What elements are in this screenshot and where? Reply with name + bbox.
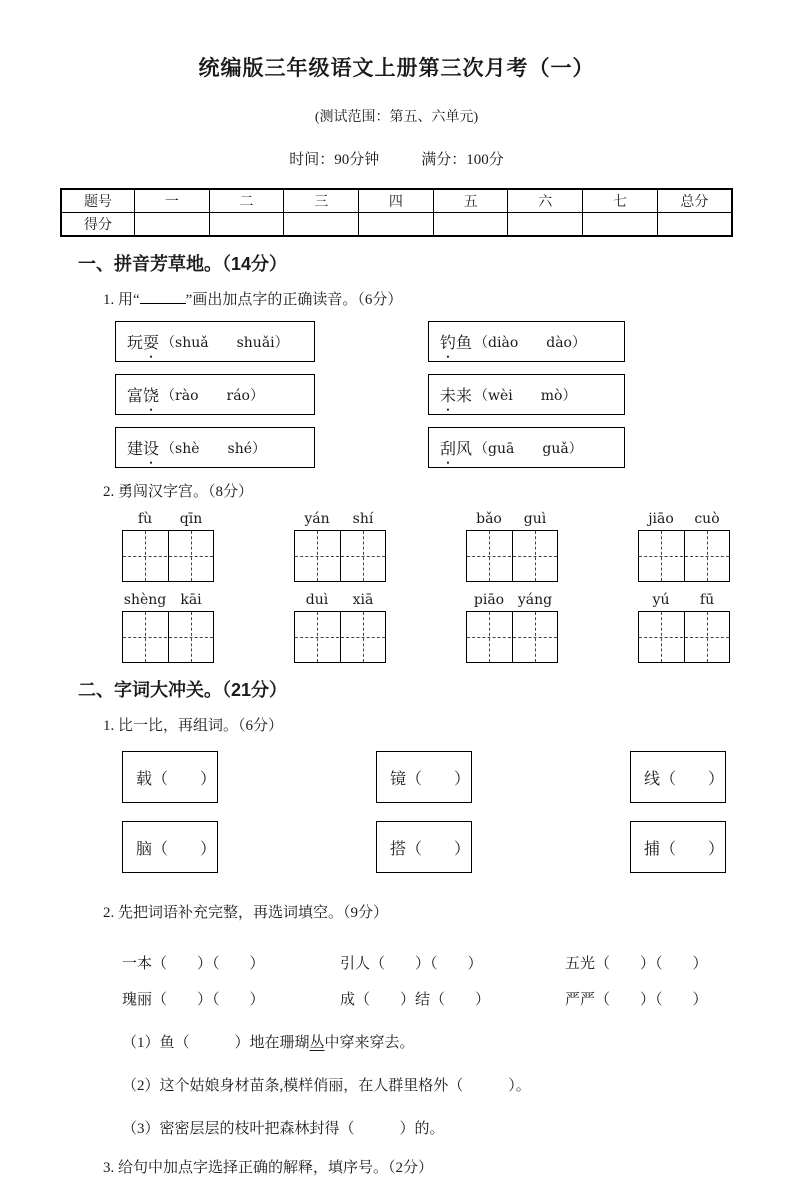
question-number-label: 题号 <box>61 189 135 213</box>
pinyin-options: （diào dào） <box>474 334 586 351</box>
score-table-header-row <box>61 189 732 213</box>
tianzige-box <box>466 530 558 582</box>
word <box>440 436 472 459</box>
word-pre: 建 <box>127 441 144 458</box>
pinyin-choice-box-diaoyu <box>428 321 625 362</box>
tianzige-box <box>638 530 730 582</box>
section-two-heading: 二、字词大冲关。（21分） <box>78 680 288 700</box>
phrase-blank: 严严（ ）（ ） <box>565 992 708 1008</box>
dotted-char: 刮 <box>440 441 457 458</box>
word-post: 风 <box>456 441 473 458</box>
pinyin-syllable: jiāo <box>648 511 674 527</box>
score-cell <box>657 213 732 237</box>
score-label-cell: 得分 <box>61 213 135 237</box>
character-writing-grid <box>122 511 214 582</box>
writing-grid-row-2 <box>122 592 793 663</box>
underlined-char: 丛 <box>309 1035 325 1051</box>
word-form-box: 镜（ ） <box>376 751 472 803</box>
tianzige-box <box>122 530 214 582</box>
pinyin-choice-box-wanshua <box>115 321 315 362</box>
col-header: 四 <box>359 189 434 213</box>
pinyin-syllable: qīn <box>179 511 203 527</box>
time-score-line <box>0 148 793 169</box>
tianzige-box <box>638 611 730 663</box>
pinyin-choice-box-jianshe <box>115 427 315 468</box>
score-cell <box>508 213 583 237</box>
fullscore-label: 满分：100分 <box>421 152 504 168</box>
phrase-blank: 五光（ ）（ ） <box>565 956 708 972</box>
pinyin-syllable: piāo <box>473 592 505 608</box>
pinyin-syllable: yáng <box>517 592 553 608</box>
score-cell <box>135 213 210 237</box>
pinyin-syllable: shí <box>352 511 374 527</box>
character-writing-grid <box>294 592 386 663</box>
sentence-text: 中穿来穿去。 <box>324 1035 415 1051</box>
col-header: 二 <box>209 189 284 213</box>
word-form-box: 载（ ） <box>122 751 218 803</box>
col-header: 总分 <box>657 189 732 213</box>
pinyin-labels <box>294 592 386 611</box>
score-cell <box>359 213 434 237</box>
character-writing-grid <box>294 511 386 582</box>
question-2-2-text: 2. 先把词语补充完整，再选词填空。（9分） <box>103 905 389 921</box>
pinyin-labels <box>122 511 214 530</box>
score-cell <box>284 213 359 237</box>
word-form-box: 捕（ ） <box>630 821 726 873</box>
pinyin-syllable: cuò <box>694 511 720 527</box>
score-table-score-row <box>61 213 732 237</box>
pinyin-labels <box>294 511 386 530</box>
score-cell <box>583 213 658 237</box>
character-writing-grid <box>638 592 730 663</box>
fill-in-sentence-2: （2）这个姑娘身材苗条,模样俏丽，在人群里格外（ ）。 <box>122 1078 531 1094</box>
pinyin-labels <box>638 592 730 611</box>
pinyin-options: （wèi mò） <box>474 387 577 404</box>
page-title: 统编版三年级语文上册第三次月考（一） <box>198 57 595 80</box>
pinyin-syllable: guì <box>523 511 547 527</box>
pinyin-syllable: fù <box>137 511 153 527</box>
pinyin-options: （guā guǎ） <box>474 440 583 457</box>
pinyin-labels <box>466 592 558 611</box>
score-table <box>60 188 733 237</box>
dotted-char: 耍 <box>143 335 160 352</box>
pinyin-syllable: fū <box>699 592 715 608</box>
pinyin-syllable: bǎo <box>476 511 502 527</box>
scope-note: (测试范围：第五、六单元) <box>314 110 479 125</box>
word <box>127 330 159 353</box>
word-form-box: 线（ ） <box>630 751 726 803</box>
character-writing-grid <box>638 511 730 582</box>
pinyin-options: （shè shé） <box>161 440 267 457</box>
pinyin-syllable: kāi <box>180 592 202 608</box>
question-2-3-text: 3. 给句中加点字选择正确的解释，填序号。（2分） <box>103 1160 434 1176</box>
tianzige-box <box>294 611 386 663</box>
score-cell <box>433 213 508 237</box>
word-pre: 富 <box>127 388 144 405</box>
tianzige-box <box>294 530 386 582</box>
pinyin-syllable: shèng <box>123 592 167 608</box>
sentence-text: （1）鱼（ ）地在珊瑚 <box>122 1035 310 1051</box>
writing-grid-row-1 <box>122 511 793 582</box>
pinyin-choice-box-weilai <box>428 374 625 415</box>
word-post: 来 <box>456 388 473 405</box>
phrase-blank: 引人（ ）（ ） <box>340 956 483 972</box>
word-form-row-2 <box>122 821 793 873</box>
pinyin-choice-box-guafeng <box>428 427 625 468</box>
q1-prefix: 1. 用“ <box>103 292 140 308</box>
col-header: 五 <box>433 189 508 213</box>
word-form-box: 搭（ ） <box>376 821 472 873</box>
phrase-blank: 一本（ ）（ ） <box>122 956 265 972</box>
phrase-completion-row-1 <box>122 952 793 973</box>
question-2-1-text: 1. 比一比，再组词。（6分） <box>103 718 284 734</box>
q1-suffix: ”画出加点字的正确读音。（6分） <box>185 292 403 308</box>
col-header: 七 <box>583 189 658 213</box>
pinyin-syllable: xiā <box>352 592 374 608</box>
tianzige-box <box>122 611 214 663</box>
pinyin-labels <box>466 511 558 530</box>
section-one-heading: 一、拼音芳草地。（14分） <box>78 254 288 274</box>
word-pre: 玩 <box>127 335 144 352</box>
pinyin-labels <box>638 511 730 530</box>
pinyin-choice-grid <box>115 321 793 468</box>
word-form-box: 脑（ ） <box>122 821 218 873</box>
word <box>440 383 472 406</box>
pinyin-syllable: yú <box>652 592 670 608</box>
pinyin-options: （shuǎ shuǎi） <box>161 334 289 351</box>
col-header: 六 <box>508 189 583 213</box>
word <box>440 330 472 353</box>
character-writing-grid <box>466 592 558 663</box>
underline-blank <box>140 289 186 304</box>
word-form-row-1 <box>122 751 793 803</box>
character-writing-grid <box>122 592 214 663</box>
question-1-1-text <box>103 288 793 309</box>
word <box>127 436 159 459</box>
phrase-blank: 瑰丽（ ）（ ） <box>122 992 265 1008</box>
dotted-char: 饶 <box>143 388 160 405</box>
fill-in-sentence-3: （3）密密层层的枝叶把森林封得（ ）的。 <box>122 1121 445 1137</box>
score-cell <box>209 213 284 237</box>
time-label: 时间：90分钟 <box>289 152 380 168</box>
pinyin-options: （rào ráo） <box>161 387 264 404</box>
dotted-char: 设 <box>143 441 160 458</box>
phrase-completion-row-2 <box>122 988 793 1009</box>
character-writing-grid <box>466 511 558 582</box>
dotted-char: 钓 <box>440 335 457 352</box>
pinyin-syllable: yán <box>304 511 330 527</box>
pinyin-labels <box>122 592 214 611</box>
fill-in-sentence-1 <box>122 1031 793 1052</box>
pinyin-syllable: duì <box>305 592 329 608</box>
word-post: 鱼 <box>456 335 473 352</box>
col-header: 一 <box>135 189 210 213</box>
col-header: 三 <box>284 189 359 213</box>
question-1-2-text: 2. 勇闯汉字宫。（8分） <box>103 484 254 500</box>
dotted-char: 未 <box>440 388 457 405</box>
phrase-blank: 成（ ）结（ ） <box>340 992 491 1008</box>
pinyin-choice-box-furao <box>115 374 315 415</box>
tianzige-box <box>466 611 558 663</box>
word <box>127 383 159 406</box>
